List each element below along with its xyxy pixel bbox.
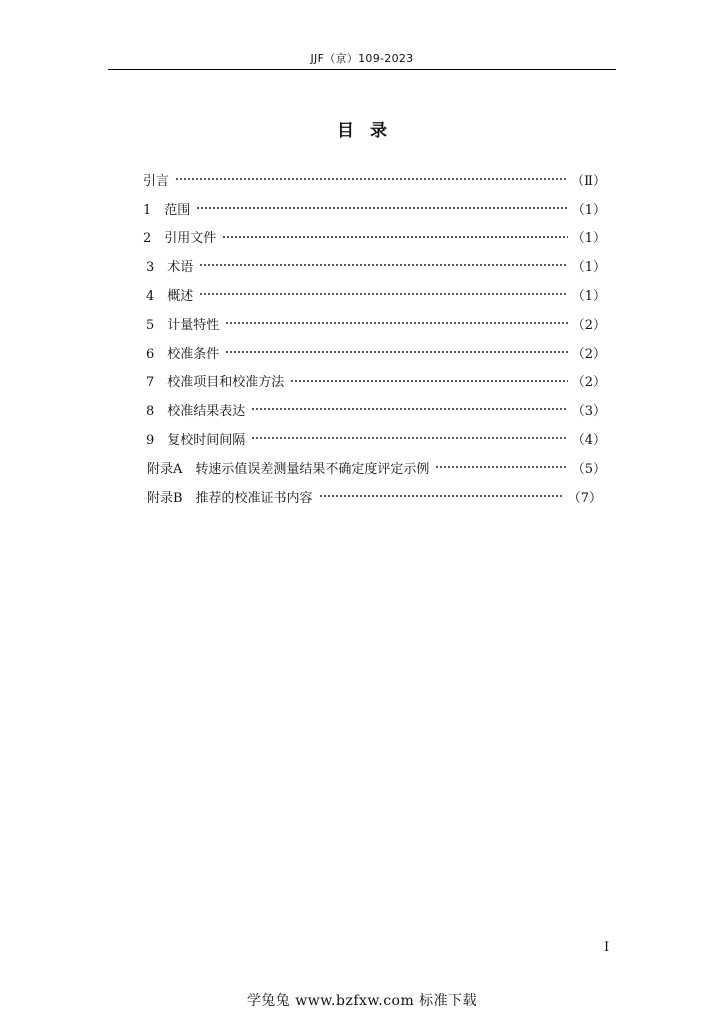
toc-entry-label: 7 校准项目和校准方法	[146, 375, 285, 391]
toc-entry[interactable]	[0, 280, 724, 309]
toc-leader-dots	[251, 408, 567, 410]
toc-entry[interactable]	[0, 165, 724, 194]
toc-entry[interactable]	[0, 395, 724, 424]
toc-entry-label: 引言	[143, 173, 170, 189]
toc-leader-dots	[222, 236, 567, 238]
toc-entry-label: 附录A 转速示值误差测量结果不确定度评定示例	[147, 461, 430, 477]
toc-entry-page: （2）	[571, 317, 606, 333]
toc-entry[interactable]	[0, 194, 724, 223]
toc-entry-page: （2）	[571, 375, 606, 391]
toc-entry-label: 6 校准条件	[146, 346, 220, 362]
toc-leader-dots	[251, 437, 567, 439]
toc-entry-page: （3）	[571, 404, 606, 420]
toc-entry-page: （1）	[571, 202, 606, 218]
header-divider	[108, 69, 616, 70]
toc-entry-page: （2）	[571, 346, 606, 362]
toc-entry[interactable]	[0, 482, 724, 511]
toc-entry-page: （1）	[571, 260, 606, 276]
toc-entry[interactable]	[0, 338, 724, 367]
toc-entry[interactable]	[0, 251, 724, 280]
table-of-contents	[0, 165, 724, 511]
toc-entry-page: （4）	[571, 433, 606, 449]
toc-entry-page: （7）	[567, 490, 602, 506]
toc-leader-dots	[225, 351, 567, 353]
toc-leader-dots	[435, 466, 567, 468]
toc-entry[interactable]	[0, 309, 724, 338]
toc-leader-dots	[290, 380, 567, 382]
toc-entry-label: 3 术语	[146, 260, 194, 276]
toc-leader-dots	[225, 322, 567, 324]
toc-entry-page: （1）	[571, 289, 606, 305]
page-number: I	[604, 940, 610, 955]
toc-entry-label: 附录B 推荐的校准证书内容	[147, 490, 313, 506]
toc-entry-label: 1 范围	[143, 202, 191, 218]
document-header: JJF（京）109-2023	[310, 52, 414, 65]
toc-leader-dots	[199, 264, 567, 266]
toc-leader-dots	[199, 293, 567, 295]
toc-entry-page: （1）	[571, 231, 606, 247]
toc-entry-label: 2 引用文件	[143, 231, 217, 247]
toc-entry[interactable]	[0, 424, 724, 453]
toc-entry-label: 9 复校时间间隔	[146, 433, 246, 449]
page-title: 目录	[337, 121, 403, 141]
toc-entry-page: （5）	[571, 461, 606, 477]
toc-entry[interactable]	[0, 367, 724, 396]
toc-leader-dots	[196, 207, 567, 209]
toc-leader-dots	[319, 495, 564, 497]
toc-entry[interactable]	[0, 453, 724, 482]
toc-entry-page: （Ⅱ）	[571, 173, 606, 189]
watermark-footer: 学兔兔 www.bzfxw.com 标准下载	[246, 993, 478, 1009]
toc-entry-label: 8 校准结果表达	[146, 404, 246, 420]
toc-entry[interactable]	[0, 223, 724, 252]
toc-leader-dots	[175, 178, 567, 180]
toc-entry-label: 5 计量特性	[146, 317, 220, 333]
toc-entry-label: 4 概述	[146, 289, 194, 305]
